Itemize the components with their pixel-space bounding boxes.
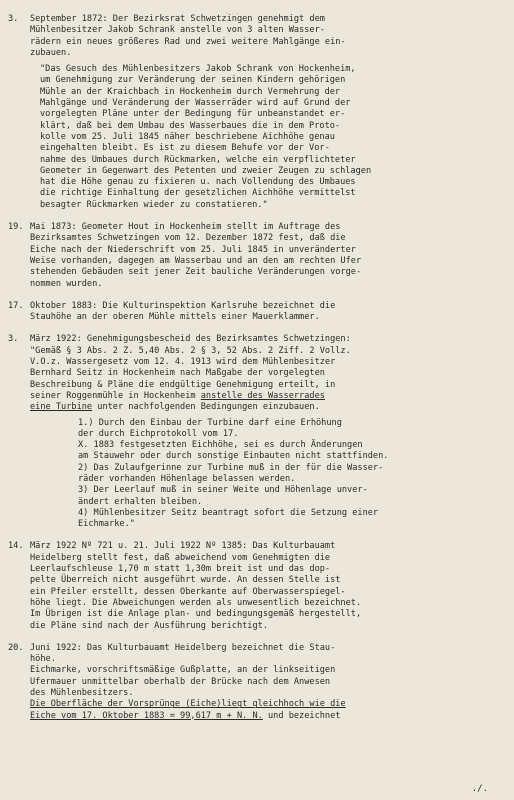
entry-date: 17. [8,300,24,311]
entry-date: 14. [8,541,24,552]
entry-date: 3. [8,14,19,24]
entry-text: Oktober 1883: Die Kulturinspektion Karlsruhe bezeichnet die Stauhöhe an der oberen Mühle mittels einer Mauerklammer. [30,300,336,323]
underlined-text: Die Oberfläche der Vorsprünge (Eiche)liegt gleichhoch wie die Eiche vom 17. Oktober 1883 = 99,617 m + N. N. [30,699,346,721]
entry-1922-march-14 [8,541,496,631]
entry-1922-june-20 [8,643,496,722]
entry-text: Mai 1873: Geometer Hout in Hockenheim stellt im Auftrage des Bezirksamtes Schwetzingen vom 12. Dezember 1872 fest, daß die Eiche nach der Niederschrift vom 25. Juli 1845 in unveränderter Weise vorhanden, dagegen am Wasserbau und an den am rechten Ufer stehenden Gebäuden seit jener Zeit bauliche Veränderungen vorge- nommen wurden. [30,222,362,289]
entry-1883 [8,301,496,324]
entry-1872 [8,14,496,211]
entry-1922-march-3 [8,334,496,530]
entry-date: 20. [8,642,24,653]
entry-1873 [8,222,496,290]
entry-text: März 1922 Nº 721 u. 21. Juli 1922 Nº 1385: Das Kulturbauamt Heidelberg stellt fest, daß abweichend vom Genehmigten die Leerlaufschleuse 1,70 m statt 1,30m breit ist und das dop- pelte Überreich nicht ausgeführt wurde. An dessen Stelle ist ein Pfeiler erstellt, dessen Oberkante auf Oberwasserspiegel- höhe liegt. Die Abweichungen werden als unwesentlich bezeichnet. Im Übrigen ist die Anlage plan- und bedingungsgemäß hergestellt, die Pläne sind nach der Ausführung berichtigt. [30,541,362,631]
entry-text: September 1872: Der Bezirksrat Schwetzingen genehmigt dem Mühlenbesitzer Jakob Schrank anstelle von 3 alten Wasser- rädern ein neues größeres Rad und zwei weitere Mahlgänge ein- zubauen. [30,14,346,58]
page-continuation-mark: ./. [471,784,488,794]
entry-text: März 1922: Genehmigungsbescheid des Bezirksamtes Schwetzingen: "Gemäß § 3 Abs. 2 Z. 5,40 Abs. 2 § 3, 52 Abs. 2 Ziff. 2 Vollz. V.O.z. Wassergesetz vom 12. 4. 1913 wird dem Mühlenbesitzer Bernhard Seitz in Hockenheim nach Maßgabe der vorgelegten Beschreibung & Pläne die endgültige Genehmigung erteilt, in seiner Roggenmühle in Hockenheim anstelle des Wasserrades eine Turbine unter nachfolgenden Bedingungen einzubauen. [30,334,351,413]
archive-stamp: ... [225,8,241,16]
entry-date: 19. [8,222,24,233]
entry-date: 3. [8,334,19,345]
conditions-list: 1.) Durch den Einbau der Turbine darf eine Erhöhung der durch Eichprotokoll vom 17. X. 1883 festgesetzten Eichhöhe, sei es durch Änderungen am Stauwehr oder durch sonstige Einbauten nicht stattfinden. 2) Das Zulaufgerinne zur Turbine muß in der für die Wasser- räder vorhanden Höhenlage belassen werden. 3) Der Leerlauf muß in seiner Weite und Höhenlage unver- ändert erhalten bleiben. 4) Mühlenbesitzer Seitz beantragt sofort die Setzung einer Eichmarke." [78,417,389,530]
entry-quote: "Das Gesuch des Mühlenbesitzers Jakob Schrank von Hockenheim, um Genehmigung zur Veränderung der seinen Kindern gehörigen Mühle an der Kraichbach in Hockenheim durch Vermehrung der Mahlgänge und Veränderung der Wasserräder wird auf Grund der vorgelegten Pläne unter der Bedingung für unbeanstandet er- klärt, daß bei dem Umbau des Wasserbaues die in dem Proto- kolle vom 25. Juli 1845 näher beschriebene Aichhöhe genau eingehalten bleibt. Es ist zu diesem Behufe vor der Vor- nahme des Umbaues durch Rückmarken, welche ein verpflichteter Geometer in Gegenwart des Petenten und zweier Zeugen zu schlagen hat die Höhe genau zu fixieren u. nach Vollendung des Umbaues die richtige Einhaltung der gesetzlichen Aichhöhe vermittelst besagter Rückmarken wieder zu constatieren." [40,64,372,210]
entry-text: Juni 1922: Das Kulturbauamt Heidelberg bezeichnet die Stau- höhe. Eichmarke, vorschriftsmäßige Gußplatte, an der linkseitigen Ufermauer unmittelbar oberhalb der Brücke nach dem Anwesen des Mühlenbesitzers. Die Oberfläche der Vorsprünge (Eiche)liegt gleichhoch wie die Eiche vom 17. Oktober 1883 = 99,617 m + N. N. und bezeichnet [30,642,346,721]
underlined-text: anstelle des Wasserrades eine Turbine [30,390,325,413]
